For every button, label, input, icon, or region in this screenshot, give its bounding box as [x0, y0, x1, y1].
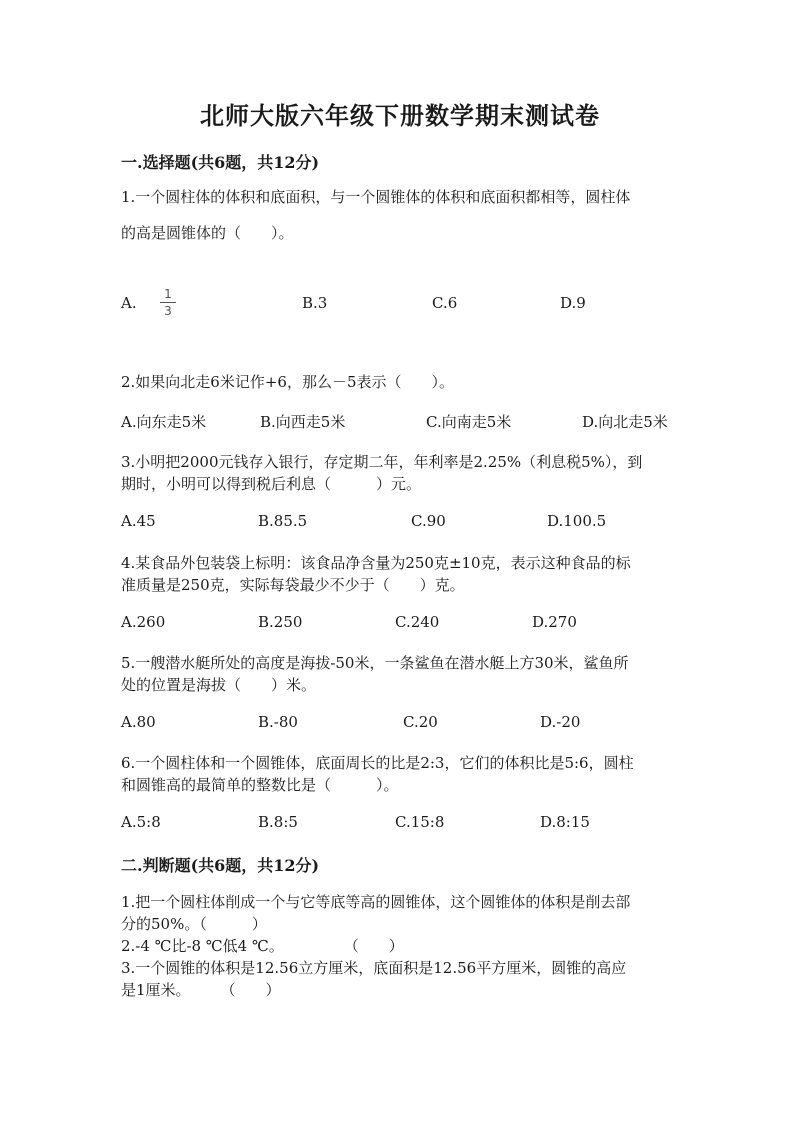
question-5-option-a: A.80	[121, 713, 156, 731]
question-2-option-b: B.向西走5米	[260, 413, 346, 431]
question-3-option-a: A.45	[121, 512, 156, 530]
question-1-option-b: B.3	[302, 294, 328, 312]
question-4-option-b: B.250	[258, 613, 303, 631]
question-1-option-a: A.	[121, 294, 137, 312]
question-2-option-d: D.向北走5米	[582, 413, 668, 431]
question-4-line-1: 4.某食品外包装袋上标明：该食品净含量为250克±10克，表示这种食品的标	[121, 554, 631, 572]
question-3-option-c: C.90	[411, 512, 446, 530]
fraction-one-third	[160, 288, 176, 318]
question-3-option-b: B.85.5	[258, 512, 308, 530]
question-4-line-2: 准质量是250克，实际每袋最少不少于（ ）克。	[121, 576, 465, 594]
page-title: 北师大版六年级下册数学期末测试卷	[200, 101, 600, 130]
fraction-bar	[160, 302, 176, 303]
question-5-option-b: B.-80	[258, 713, 298, 731]
question-5-line-1: 5.一艘潜水艇所处的高度是海拔-50米，一条鲨鱼在潜水艇上方30米，鲨鱼所	[121, 654, 629, 672]
question-4-option-d: D.270	[532, 613, 577, 631]
judgement-2-line-1: 2.-4 ℃比-8 ℃低4 ℃。 （ ）	[121, 937, 404, 955]
judgement-3-line-2: 是1厘米。 （ ）	[121, 981, 281, 999]
question-1-option-d: D.9	[560, 294, 586, 312]
question-6-line-2: 和圆锥高的最简单的整数比是（ ）。	[121, 776, 399, 794]
question-2-option-c: C.向南走5米	[426, 413, 512, 431]
question-4-option-c: C.240	[395, 613, 440, 631]
question-1-option-c: C.6	[432, 294, 458, 312]
question-6-option-a: A.5:8	[121, 813, 161, 831]
question-4-option-a: A.260	[121, 613, 166, 631]
question-1-line-2: 的高是圆锥体的（ ）。	[121, 224, 294, 242]
question-1-line-1: 1.一个圆柱体的体积和底面积，与一个圆锥体的体积和底面积都相等，圆柱体	[121, 188, 631, 206]
question-6-option-d: D.8:15	[540, 813, 590, 831]
question-5-option-d: D.-20	[540, 713, 581, 731]
question-6-option-c: C.15:8	[395, 813, 445, 831]
section-heading-choice: 一.选择题(共6题，共12分)	[121, 153, 320, 172]
judgement-3-line-1: 3.一个圆锥的体积是12.56立方厘米，底面积是12.56平方厘米，圆锥的高应	[121, 959, 627, 977]
question-6-option-b: B.8:5	[258, 813, 298, 831]
question-6-line-1: 6.一个圆柱体和一个圆锥体，底面周长的比是2:3，它们的体积比是5:6，圆柱	[121, 754, 634, 772]
question-2-option-a: A.向东走5米	[121, 413, 207, 431]
judgement-1-line-1: 1.把一个圆柱体削成一个与它等底等高的圆锥体，这个圆锥体的体积是削去部	[121, 893, 631, 911]
question-3-option-d: D.100.5	[547, 512, 607, 530]
fraction-numerator: 1	[164, 287, 172, 301]
section-heading-judgement: 二.判断题(共6题，共12分)	[121, 856, 320, 875]
question-3-line-2: 期时，小明可以得到税后利息（ ）元。	[121, 475, 422, 493]
judgement-1-line-2: 分的50%。（ ）	[121, 915, 267, 933]
question-5-option-c: C.20	[403, 713, 438, 731]
question-2-line-1: 2.如果向北走6米记作+6，那么－5表示（ ）。	[121, 373, 455, 391]
question-5-line-2: 处的位置是海拔（ ）米。	[121, 676, 317, 694]
fraction-denominator: 3	[164, 304, 172, 318]
question-3-line-1: 3.小明把2000元钱存入银行，存定期二年，年利率是2.25%（利息税5%），到	[121, 453, 643, 471]
